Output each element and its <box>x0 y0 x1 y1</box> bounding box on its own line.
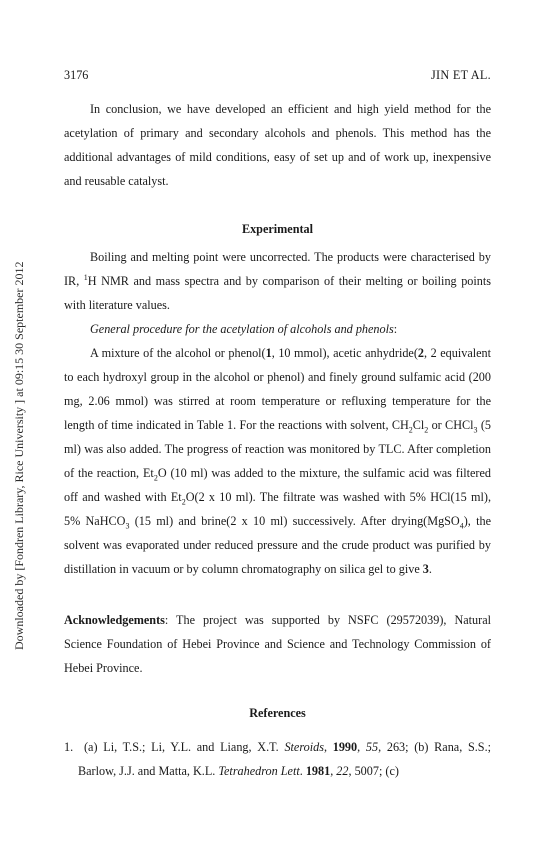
sub-1: 2 <box>408 425 413 435</box>
proc-t10: ), the solvent was evaporated under reduced pressure and the crude product was purified by distillation in vacuum or by column chromatography on silica gel to give <box>64 514 491 576</box>
proc-t8: O(2 x 10 ml). The filtrate was washed with 5% HCl(15 ml), 5% NaHCO <box>64 490 491 528</box>
reference-number: 1. <box>64 740 74 754</box>
procedure-subheading <box>64 317 491 341</box>
sub-7: 4 <box>459 521 464 531</box>
procedure-paragraph <box>64 341 491 581</box>
ref-year-1: 1990 <box>332 740 358 754</box>
proc-t9: (15 ml) and brine(2 x 10 ml) successively. After drying(MgSO <box>129 514 460 528</box>
ref-p2: , <box>323 740 333 754</box>
ref-p1: (a) Li, T.S.; Li, Y.L. and Liang, X.T. <box>84 740 285 754</box>
ref-volume-1: 55 <box>365 740 379 754</box>
proc-t3: , 2 equivalent to each hydroxyl group in the alcohol or phenol) and finely ground sulfamic acid (200 mg, 2.06 mmol) was stirred at room temperature or refluxing temperature for the length of time indicated in Table 1. For the reactions with solvent, CH <box>64 346 491 432</box>
conclusion-paragraph: In conclusion, we have developed an efficient and high yield method for the acetylation of primary and secondary alcohols and phenols. This method has the additional advantages of mild conditions, easy of set up and of work up, inexpensive and reusable catalyst. <box>64 102 491 188</box>
subheading-text: General procedure for the acetylation of alcohols and phenols <box>90 322 394 336</box>
ref-p4: , 263; (b) Rana, S.S.; Barlow, J.J. and Matta, K.L. <box>78 740 492 778</box>
experimental-section <box>64 217 491 581</box>
proc-t7: O (10 ml) was added to the mixture, the sulfamic acid was filtered off and washed with Et <box>64 466 491 504</box>
running-title: JIN ET AL. <box>431 68 491 82</box>
compound-1: 1 <box>265 346 272 360</box>
acknowledgements-section <box>64 608 491 680</box>
acknowledgements-text: : The project was supported by NSFC (29572039), Natural Science Foundation of Hebei Province and Science and Technology Commission of Hebei Province. <box>64 613 491 675</box>
conclusion-section <box>64 97 491 193</box>
intro-sup: 1 <box>83 272 88 282</box>
ref-p6: , <box>330 764 337 778</box>
intro-text-a: Boiling and melting point were uncorrected. The products were characterised by IR, <box>64 250 491 288</box>
sub-3: 3 <box>473 425 478 435</box>
experimental-intro <box>64 245 491 317</box>
sub-4: 2 <box>153 473 158 483</box>
proc-t1: A mixture of the alcohol or phenol( <box>90 346 266 360</box>
references-list <box>64 735 491 783</box>
ref-journal-1: Steroids <box>284 740 324 754</box>
sub-5: 2 <box>181 497 186 507</box>
page-number: 3176 <box>64 68 89 82</box>
proc-t2: , 10 mmol), acetic anhydride( <box>271 346 418 360</box>
ref-volume-2: 22 <box>336 764 349 778</box>
proc-t6: (5 ml) was also added. The progress of reaction was monitored by TLC. After completion of the reaction, Et <box>64 418 491 480</box>
references-section <box>64 701 491 783</box>
ref-year-2: 1981 <box>305 764 331 778</box>
reference-item <box>64 735 491 783</box>
sub-6: 3 <box>125 521 130 531</box>
ref-p5: . <box>299 764 306 778</box>
compound-2: 2 <box>417 346 424 360</box>
intro-text-b: H NMR and mass spectra and by comparison of their melting or boiling points with literature values. <box>64 274 491 312</box>
acknowledgements-paragraph <box>64 608 491 680</box>
ref-p7: , 5007; (c) <box>348 764 399 778</box>
download-watermark: Downloaded by [Fondren Library, Rice University ] at 09:15 30 September 2012 <box>12 261 26 650</box>
ref-p3: , <box>357 740 366 754</box>
subheading-suffix: : <box>393 322 398 336</box>
page-header <box>64 68 491 84</box>
proc-t4: Cl <box>412 418 425 432</box>
references-heading: References <box>249 706 306 720</box>
experimental-heading: Experimental <box>241 222 314 236</box>
ref-journal-2: Tetrahedron Lett <box>218 764 300 778</box>
proc-t11: . <box>428 562 432 576</box>
compound-3: 3 <box>422 562 429 576</box>
sub-2: 2 <box>424 425 429 435</box>
proc-t5: or CHCl <box>428 418 474 432</box>
acknowledgements-label: Acknowledgements <box>64 613 165 627</box>
